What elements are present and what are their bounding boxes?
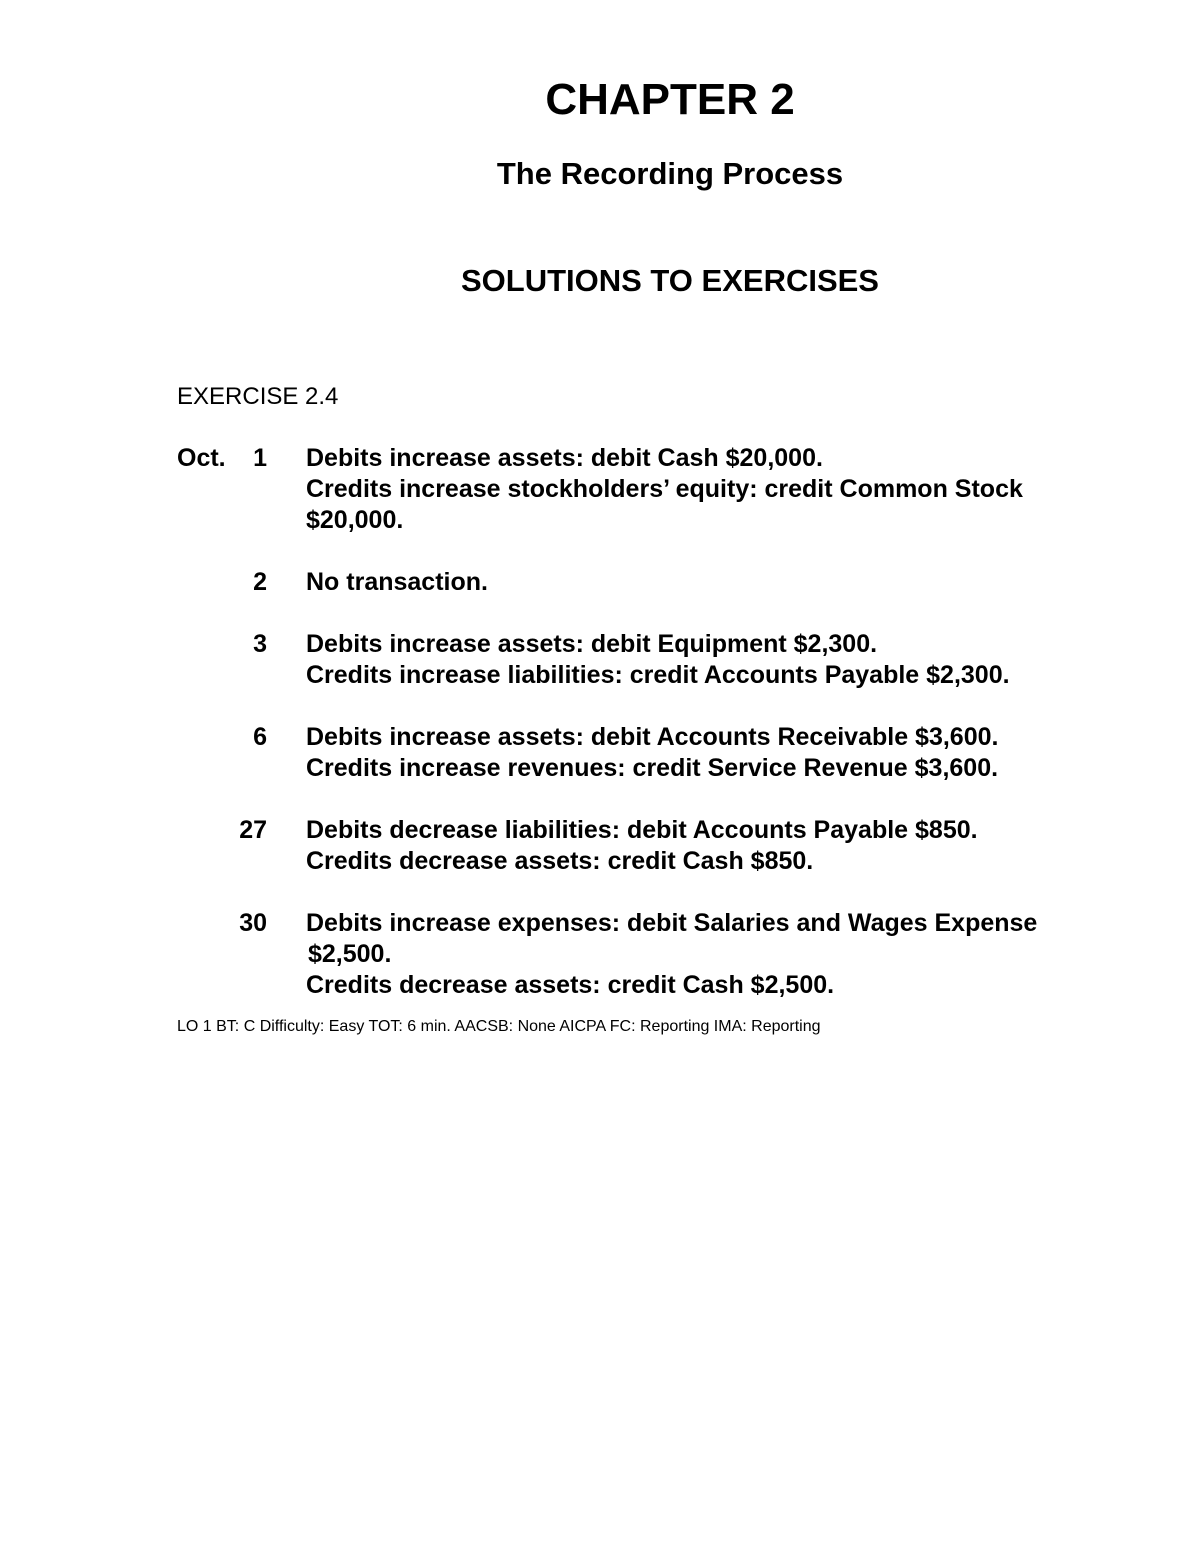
entry-oct-6 xyxy=(177,722,1137,784)
chapter-subtitle: The Recording Process xyxy=(496,156,844,191)
entry-line: Debits decrease liabilities: debit Accounts Payable $850. xyxy=(306,816,978,844)
entry-line: Credits increase revenues: credit Service Revenue $3,600. xyxy=(306,754,999,782)
entry-day: 30 xyxy=(239,909,267,937)
footnote-metadata: LO 1 BT: C Difficulty: Easy TOT: 6 min. AACSB: None AICPA FC: Reporting IMA: Reporting xyxy=(177,1018,821,1035)
entry-oct-3 xyxy=(177,629,1137,691)
entry-day: 6 xyxy=(253,723,267,751)
chapter-title: CHAPTER 2 xyxy=(545,75,795,124)
entry-lines xyxy=(306,722,1137,784)
entry-line: $2,500. xyxy=(308,940,392,968)
entry-day: 27 xyxy=(239,816,267,844)
entry-lines xyxy=(306,815,1137,877)
entry-lines xyxy=(306,567,1137,598)
entry-lines xyxy=(306,908,1137,1001)
entry-line: No transaction. xyxy=(306,568,488,596)
entry-lines xyxy=(306,629,1137,691)
entry-oct-2 xyxy=(177,567,1137,598)
entry-oct-27 xyxy=(177,815,1137,877)
entry-line: Debits increase assets: debit Accounts Receivable $3,600. xyxy=(306,723,999,751)
entry-line: Credits increase stockholders’ equity: credit Common Stock xyxy=(306,475,1023,503)
entry-line: Credits increase liabilities: credit Accounts Payable $2,300. xyxy=(306,661,1010,689)
entry-month: Oct. xyxy=(177,444,226,472)
journal-entries xyxy=(177,443,1137,1001)
exercise-title: EXERCISE 2.4 xyxy=(177,383,339,410)
entry-line: Debits increase assets: debit Cash $20,000. xyxy=(306,444,823,472)
entry-oct-30 xyxy=(177,908,1137,1001)
entry-line: Credits decrease assets: credit Cash $850. xyxy=(306,847,814,875)
entry-line: Credits decrease assets: credit Cash $2,500. xyxy=(306,971,835,999)
entry-lines xyxy=(306,443,1137,536)
entry-line: Debits increase expenses: debit Salaries and Wages Expense xyxy=(306,909,1038,937)
entry-oct-1 xyxy=(177,443,1137,536)
section-heading: SOLUTIONS TO EXERCISES xyxy=(460,263,879,298)
entry-day: 3 xyxy=(253,630,267,658)
entry-line: $20,000. xyxy=(306,506,404,534)
entry-day: 2 xyxy=(253,568,267,596)
entry-line: Debits increase assets: debit Equipment $2,300. xyxy=(306,630,878,658)
entry-day: 1 xyxy=(253,444,267,472)
